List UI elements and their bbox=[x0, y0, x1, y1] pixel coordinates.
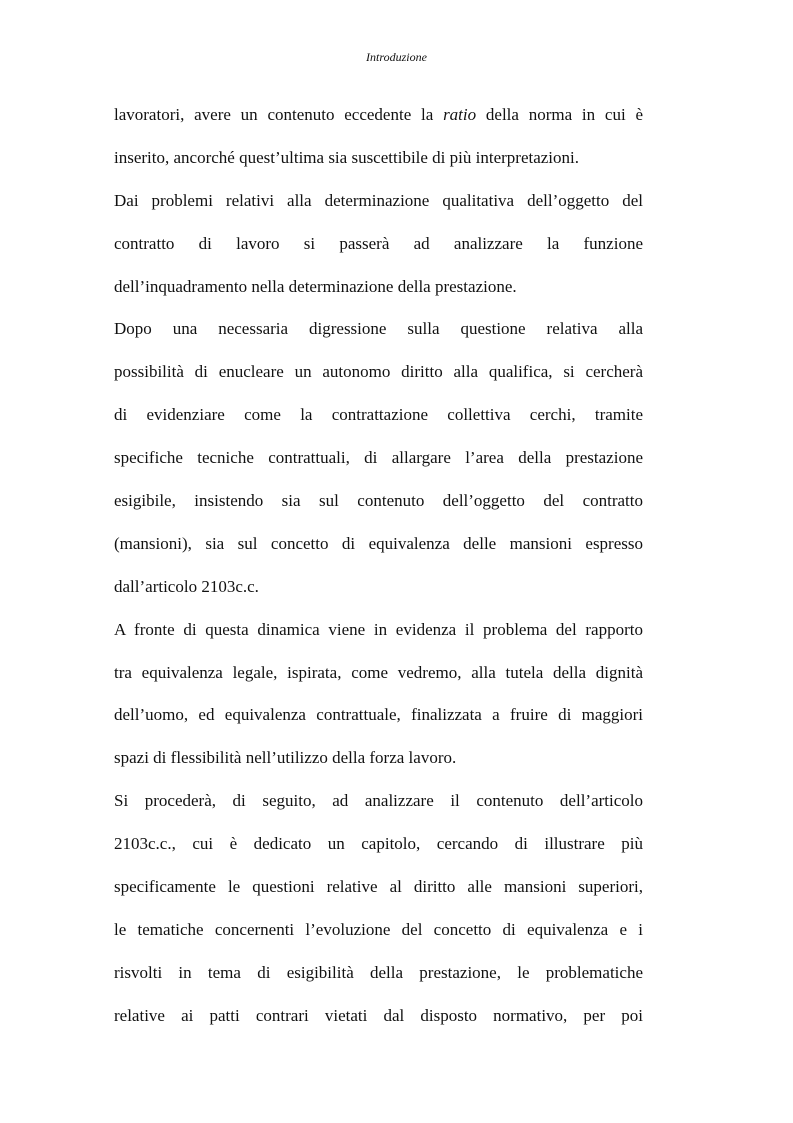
text-line: dell’inquadramento nella determinazione della prestazione. bbox=[114, 276, 517, 296]
text-line: le tematiche concernenti l’evoluzione del concetto di equivalenza e i bbox=[114, 919, 643, 939]
text-line: dell’uomo, ed equivalenza contrattuale, finalizzata a fruire di maggiori bbox=[114, 705, 643, 725]
body-text bbox=[114, 100, 643, 1044]
text-line: inserito, ancorché quest’ultima sia suscettibile di più interpretazioni. bbox=[114, 147, 580, 167]
text-line: di evidenziare come la contrattazione collettiva cerchi, tramite bbox=[114, 405, 643, 425]
text-line: (mansioni), sia sul concetto di equivalenza delle mansioni espresso bbox=[114, 533, 643, 553]
text-line: contratto di lavoro si passerà ad analizzare la funzione bbox=[114, 233, 643, 253]
text-segment: lavoratori, avere un contenuto eccedente la bbox=[114, 105, 444, 124]
text-line: Si procederà, di seguito, ad analizzare il contenuto dell’articolo bbox=[114, 791, 643, 811]
text-line: possibilità di enucleare un autonomo diritto alla qualifica, si cercherà bbox=[114, 362, 643, 382]
text-line: spazi di flessibilità nell’utilizzo della forza lavoro. bbox=[114, 748, 457, 768]
italic-term: ratio bbox=[443, 105, 477, 124]
text-line: 2103c.c., cui è dedicato un capitolo, cercando di illustrare più bbox=[114, 834, 643, 854]
text-line: A fronte di questa dinamica viene in evidenza il problema del rapporto bbox=[114, 619, 643, 639]
text-line: specificamente le questioni relative al diritto alle mansioni superiori, bbox=[114, 877, 643, 897]
text-segment: della norma in cui è bbox=[476, 105, 643, 124]
text-line: relative ai patti contrari vietati dal disposto normativo, per poi bbox=[114, 1005, 643, 1025]
text-line: tra equivalenza legale, ispirata, come vedremo, alla tutela della dignità bbox=[114, 662, 643, 682]
text-line: risvolti in tema di esigibilità della prestazione, le problematiche bbox=[114, 962, 643, 982]
running-header: Introduzione bbox=[366, 50, 427, 64]
text-line: esigibile, insistendo sia sul contenuto dell’oggetto del contratto bbox=[114, 491, 643, 511]
text-line: specifiche tecniche contrattuali, di allargare l’area della prestazione bbox=[114, 448, 643, 468]
text-line bbox=[114, 100, 643, 143]
text-line: Dai problemi relativi alla determinazione qualitativa dell’oggetto del bbox=[114, 190, 643, 210]
text-line: dall’articolo 2103c.c. bbox=[114, 576, 259, 596]
text-line: Dopo una necessaria digressione sulla questione relativa alla bbox=[114, 319, 643, 339]
